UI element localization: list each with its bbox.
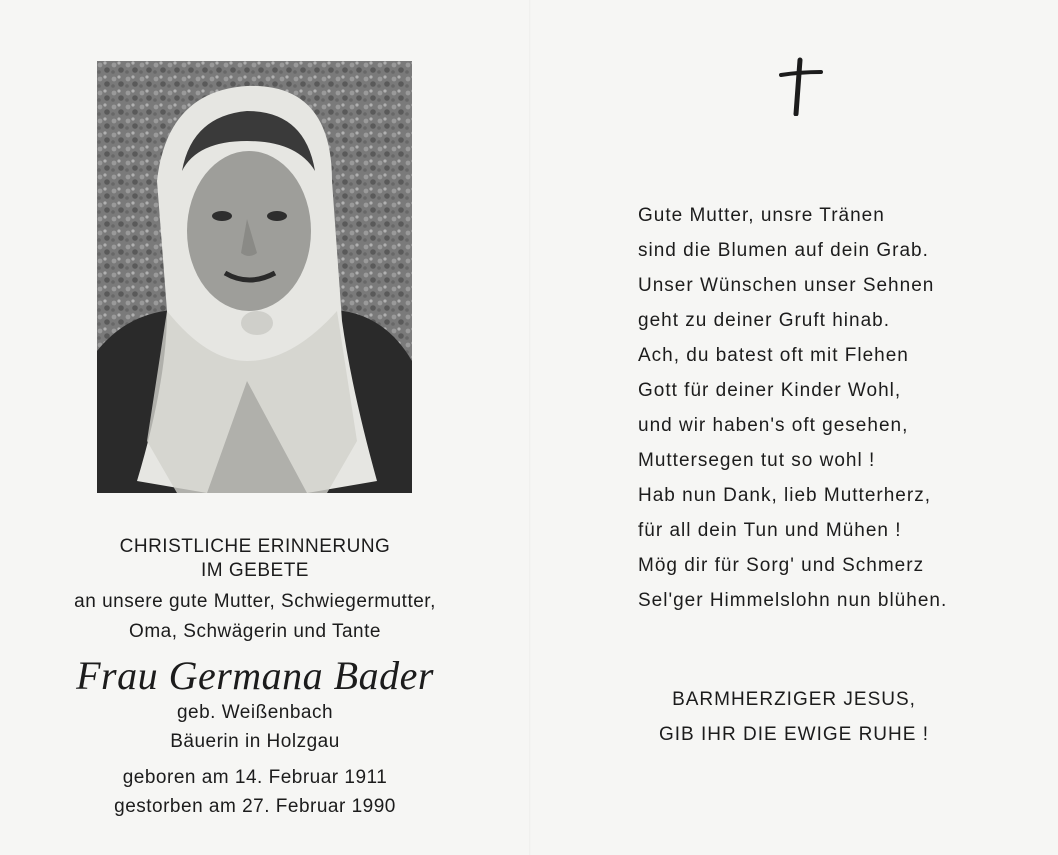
death-date: gestorben am 27. Februar 1990	[114, 796, 396, 817]
occupation: Bäuerin in Holzgau	[170, 731, 340, 752]
right-panel	[530, 0, 1058, 855]
cross-icon	[778, 56, 824, 121]
deceased-name: Frau Germana Bader	[76, 653, 434, 698]
portrait-photo	[97, 61, 412, 493]
poem-line: Muttersegen tut so wohl !	[638, 450, 876, 471]
poem-line: Sel'ger Himmelslohn nun blühen.	[638, 590, 948, 611]
portrait-photo-icon	[97, 61, 412, 493]
poem-line: Gott für deiner Kinder Wohl,	[638, 380, 902, 401]
dedication-line: Oma, Schwägerin und Tante	[129, 621, 381, 642]
maiden-name: geb. Weißenbach	[176, 702, 334, 723]
poem-line: und wir haben's oft gesehen,	[638, 415, 909, 436]
birth-date: geboren am 14. Februar 1911	[122, 767, 388, 788]
memorial-heading-line: IM GEBETE	[201, 560, 309, 581]
poem-line: geht zu deiner Gruft hinab.	[638, 310, 890, 331]
closing-prayer-line: BARMHERZIGER JESUS,	[672, 689, 916, 710]
poem	[638, 198, 947, 618]
dedication	[0, 587, 510, 647]
closing-prayer	[530, 682, 1058, 752]
memorial-heading	[0, 535, 510, 583]
poem-line: Mög dir für Sorg' und Schmerz	[638, 555, 925, 576]
poem-line: Hab nun Dank, lieb Mutterherz,	[638, 485, 931, 506]
poem-line: für all dein Tun und Mühen !	[638, 520, 902, 541]
poem-line: Unser Wünschen unser Sehnen	[638, 275, 935, 296]
poem-line: Gute Mutter, unsre Tränen	[638, 205, 885, 226]
poem-line: sind die Blumen auf dein Grab.	[638, 240, 929, 261]
memorial-heading-line: CHRISTLICHE ERINNERUNG	[119, 536, 391, 557]
closing-prayer-line: GIB IHR DIE EWIGE RUHE !	[659, 724, 929, 745]
dedication-line: an unsere gute Mutter, Schwiegermutter,	[74, 591, 436, 612]
poem-line: Ach, du batest oft mit Flehen	[638, 345, 909, 366]
